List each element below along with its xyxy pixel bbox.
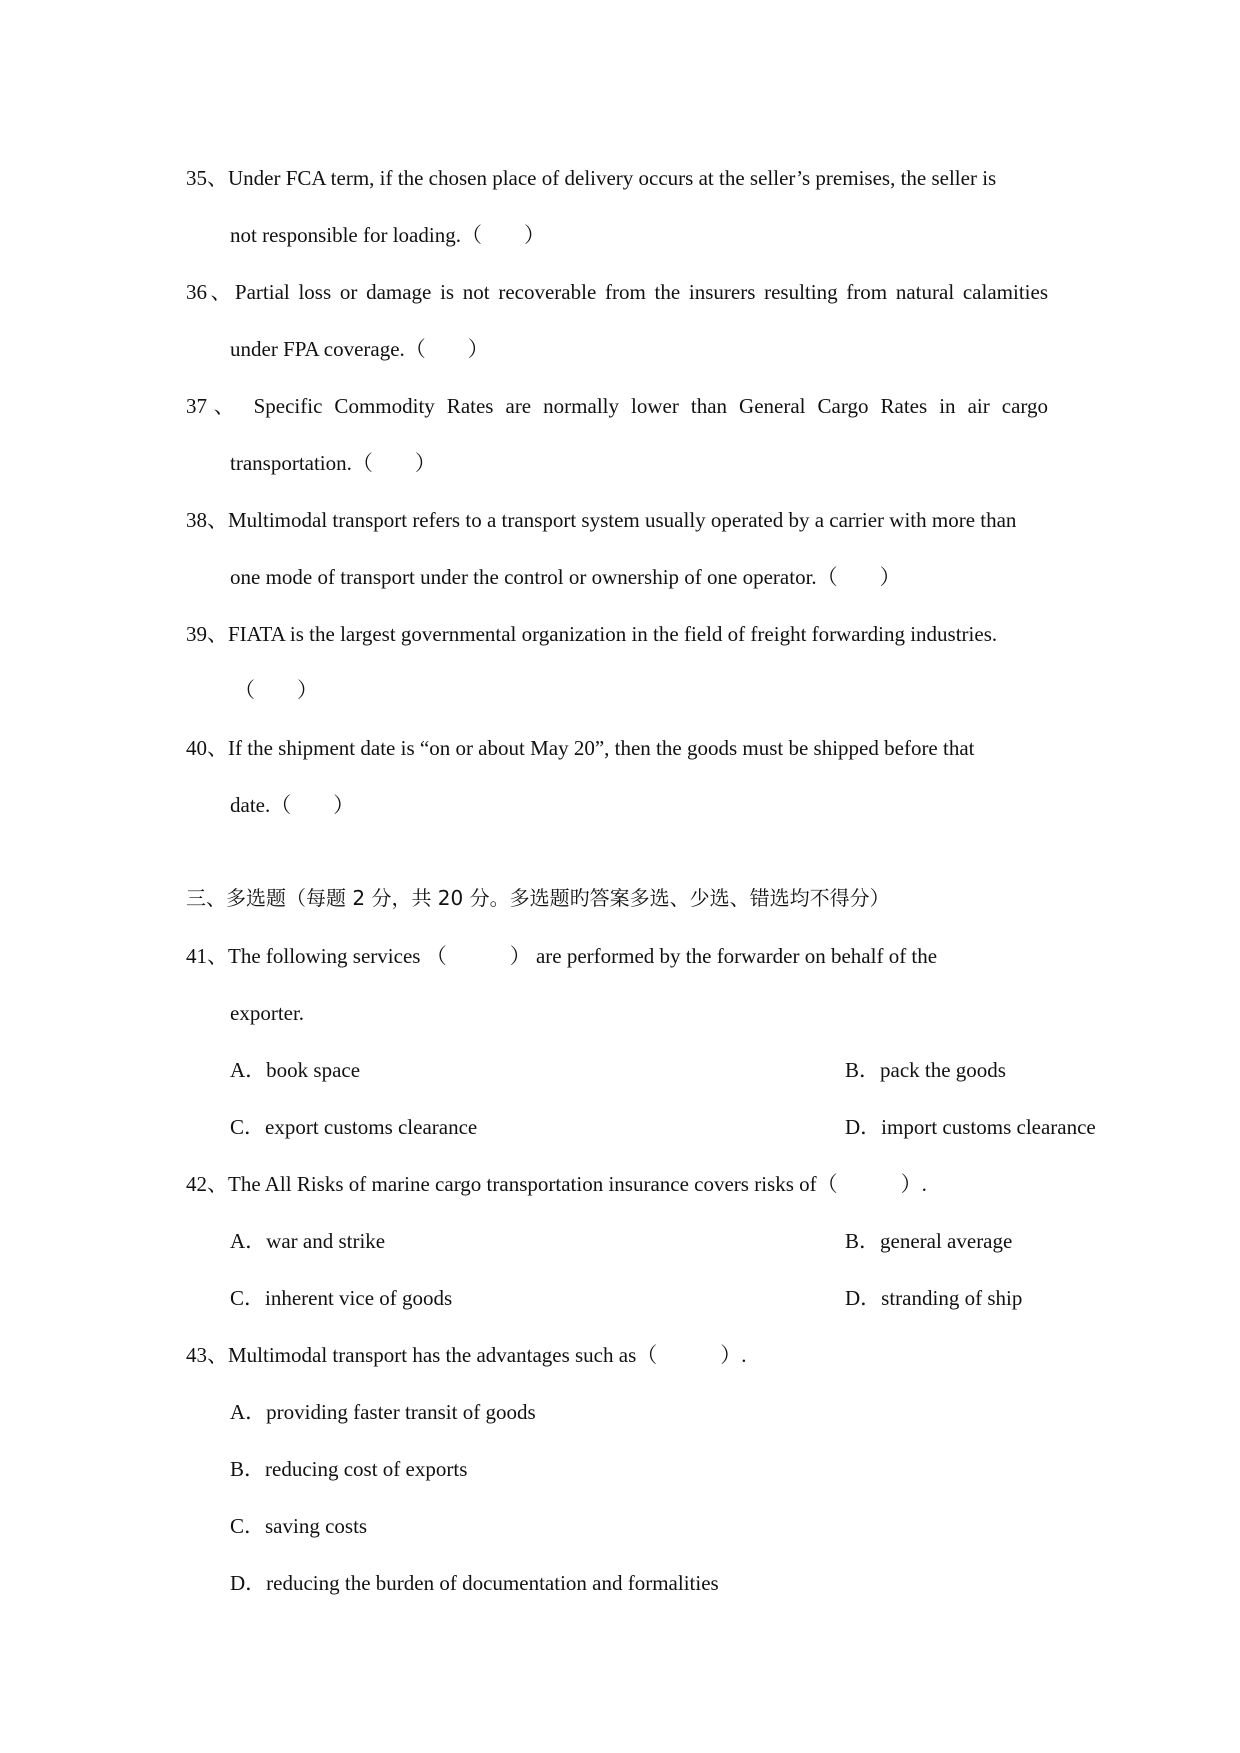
q42-option-c: C．inherent vice of goods <box>230 1286 453 1310</box>
q43-line1: 43、Multimodal transport has the advantages such as（ ）. <box>186 1343 747 1367</box>
q42-options-row1 <box>230 1227 1130 1255</box>
q38-line1: 38、Multimodal transport refers to a transport system usually operated by a carrier with more than <box>186 508 1017 532</box>
q35-line2: not responsible for loading.（ ） <box>230 223 545 247</box>
q40-line1: 40、If the shipment date is “on or about May 20”, then the goods must be shipped before that <box>186 736 975 760</box>
q43-option-b: B．reducing cost of exports <box>230 1457 468 1481</box>
q43-option-d: D．reducing the burden of documentation and formalities <box>230 1571 719 1595</box>
q43-option-a: A．providing faster transit of goods <box>230 1400 536 1424</box>
q41-line1: 41、The following services （ ） are performed by the forwarder on behalf of the <box>186 944 938 968</box>
q41-option-d: D．import customs clearance <box>845 1115 1096 1139</box>
q36-line2: under FPA coverage.（ ） <box>230 337 489 361</box>
q42-option-a: A．war and strike <box>230 1229 386 1253</box>
q37-line2: transportation.（ ） <box>230 451 436 475</box>
q41-line2: exporter. <box>230 1001 305 1025</box>
q42-line1: 42、The All Risks of marine cargo transportation insurance covers risks of（ ）. <box>186 1172 927 1196</box>
q42-option-d: D．stranding of ship <box>845 1286 1023 1310</box>
q41-option-c: C．export customs clearance <box>230 1115 478 1139</box>
q37-line1: 37、 Specific Commodity Rates are normally lower than General Cargo Rates in air cargo <box>186 394 1048 418</box>
q43-option-c: C．saving costs <box>230 1514 368 1538</box>
q41-options-row2 <box>230 1113 1130 1141</box>
section3-title: 三、多选题（每题 2 分，共 20 分。多选题旳答案多选、少选、错选均不得分） <box>186 886 890 910</box>
q40-line2: date.（ ） <box>230 793 355 817</box>
q38-line2: one mode of transport under the control or ownership of one operator.（ ） <box>230 565 901 589</box>
q41-option-b: B．pack the goods <box>845 1058 1006 1082</box>
q41-options-row1 <box>230 1056 1130 1084</box>
q39-line2: （ ） <box>234 678 318 702</box>
q42-option-b: B．general average <box>845 1229 1013 1253</box>
q39-line1: 39、FIATA is the largest governmental organization in the field of freight forwarding industries. <box>186 622 998 646</box>
q42-options-row2 <box>230 1284 1130 1312</box>
q36-line1: 36、Partial loss or damage is not recoverable from the insurers resulting from natural calamities <box>186 280 1048 304</box>
q41-option-a: A．book space <box>230 1058 361 1082</box>
q35-line1: 35、Under FCA term, if the chosen place of delivery occurs at the seller’s premises, the seller is <box>186 166 997 190</box>
